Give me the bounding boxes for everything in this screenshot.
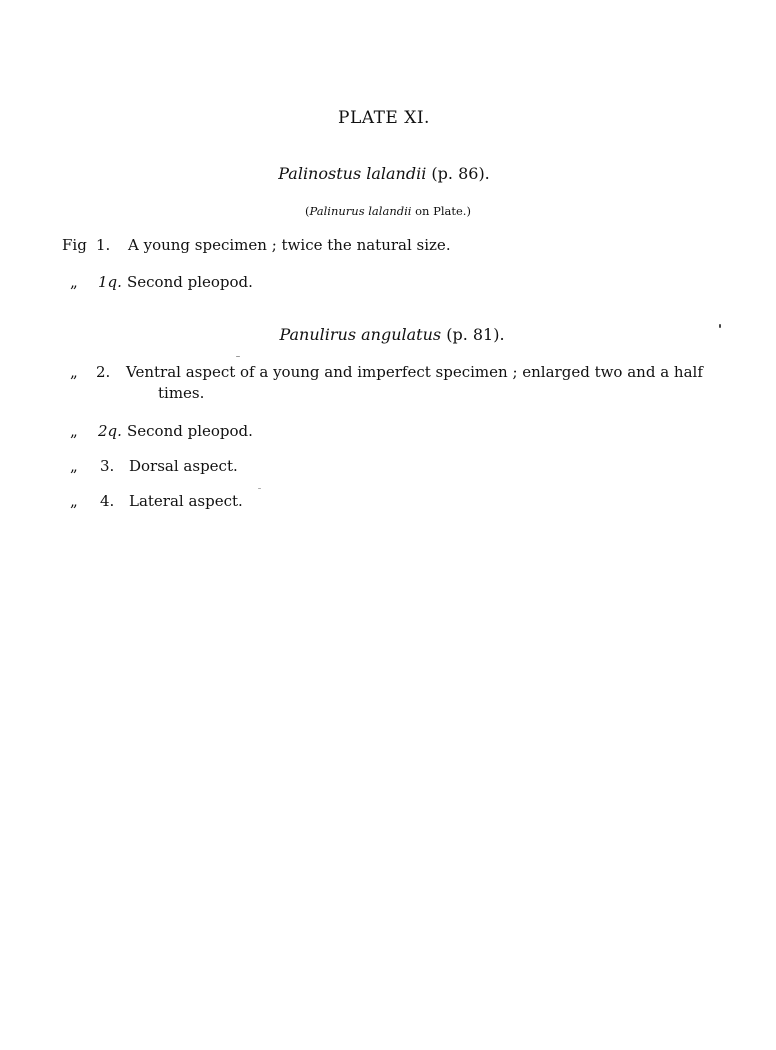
figure-number: 4.: [100, 492, 115, 510]
figure-number: 1.: [96, 236, 111, 254]
figure-description: Second pleopod.: [127, 273, 253, 291]
figure-number: 3.: [100, 457, 115, 475]
note-species-name: Palinurus lalandii: [309, 204, 412, 218]
figure-prefix: „: [70, 273, 78, 291]
note-open-paren: (: [305, 204, 310, 218]
scan-speck: [719, 324, 721, 328]
figure-number: 1q.: [98, 273, 122, 291]
figure-description: A young specimen ; twice the natural size.: [128, 236, 451, 254]
species-name: Palinostus lalandii: [278, 164, 427, 183]
figure-description-continuation: times.: [158, 384, 205, 402]
species-name: Panulirus angulatus: [279, 325, 442, 344]
figure-description: Ventral aspect of a young and imperfect specimen ; enlarged two and a half: [126, 363, 703, 381]
species-heading-panulirus: [4, 325, 776, 344]
figure-prefix: „: [70, 363, 78, 381]
page-reference: (p. 81).: [446, 325, 505, 344]
figure-number: 2.: [96, 363, 111, 381]
figure-prefix: Fig: [62, 236, 87, 254]
figure-prefix: „: [70, 492, 78, 510]
note-rest: on Plate.): [415, 204, 471, 218]
figure-description: Dorsal aspect.: [129, 457, 238, 475]
species-heading-palinostus: [0, 164, 772, 183]
figure-description: Lateral aspect.: [129, 492, 243, 510]
scan-speck: [258, 488, 261, 489]
scan-speck: [236, 356, 240, 357]
figure-description-wrap: [126, 362, 722, 404]
page-reference: (p. 86).: [431, 164, 490, 183]
figure-description: Second pleopod.: [127, 422, 253, 440]
figure-prefix: „: [70, 457, 78, 475]
figure-prefix: „: [70, 422, 78, 440]
figure-number: 2q.: [98, 422, 122, 440]
plate-name-note: [0, 204, 776, 218]
plate-title: PLATE XI.: [338, 108, 430, 128]
